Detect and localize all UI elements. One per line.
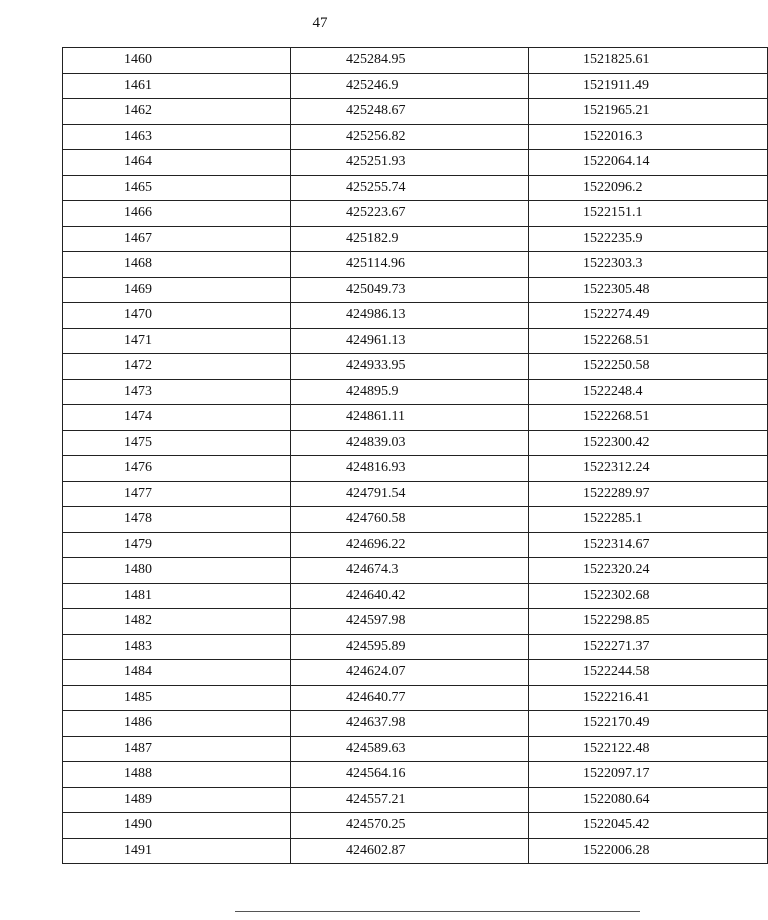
- point-number-cell: 1461: [63, 73, 291, 99]
- x-coordinate-cell: 424640.77: [291, 685, 529, 711]
- point-number-cell: 1467: [63, 226, 291, 252]
- x-coordinate-cell: 424589.63: [291, 736, 529, 762]
- table-row: [63, 838, 768, 864]
- point-number-cell: 1472: [63, 354, 291, 380]
- x-coordinate-cell: 425182.9: [291, 226, 529, 252]
- point-number-cell: 1476: [63, 456, 291, 482]
- table-row: [63, 379, 768, 405]
- y-coordinate-cell: 1521911.49: [529, 73, 768, 99]
- y-coordinate-cell: 1522151.1: [529, 201, 768, 227]
- y-coordinate-cell: 1522312.24: [529, 456, 768, 482]
- x-coordinate-cell: 425248.67: [291, 99, 529, 125]
- table-row: [63, 762, 768, 788]
- table-row: [63, 430, 768, 456]
- y-coordinate-cell: 1522064.14: [529, 150, 768, 176]
- table-row: [63, 711, 768, 737]
- x-coordinate-cell: 424696.22: [291, 532, 529, 558]
- point-number-cell: 1477: [63, 481, 291, 507]
- x-coordinate-cell: 425114.96: [291, 252, 529, 278]
- point-number-cell: 1465: [63, 175, 291, 201]
- table-row: [63, 73, 768, 99]
- point-number-cell: 1478: [63, 507, 291, 533]
- y-coordinate-cell: 1522045.42: [529, 813, 768, 839]
- x-coordinate-cell: 424986.13: [291, 303, 529, 329]
- y-coordinate-cell: 1522006.28: [529, 838, 768, 864]
- y-coordinate-cell: 1522302.68: [529, 583, 768, 609]
- table-row: [63, 481, 768, 507]
- x-coordinate-cell: 424570.25: [291, 813, 529, 839]
- x-coordinate-cell: 424637.98: [291, 711, 529, 737]
- table-row: [63, 609, 768, 635]
- point-number-cell: 1470: [63, 303, 291, 329]
- x-coordinate-cell: 425246.9: [291, 73, 529, 99]
- table-row: [63, 354, 768, 380]
- y-coordinate-cell: 1522285.1: [529, 507, 768, 533]
- x-coordinate-cell: 424624.07: [291, 660, 529, 686]
- y-coordinate-cell: 1521825.61: [529, 48, 768, 74]
- y-coordinate-cell: 1522096.2: [529, 175, 768, 201]
- y-coordinate-cell: 1522235.9: [529, 226, 768, 252]
- y-coordinate-cell: 1522122.48: [529, 736, 768, 762]
- x-coordinate-cell: 425256.82: [291, 124, 529, 150]
- table-row: [63, 303, 768, 329]
- x-coordinate-cell: 425223.67: [291, 201, 529, 227]
- x-coordinate-cell: 424674.3: [291, 558, 529, 584]
- point-number-cell: 1486: [63, 711, 291, 737]
- x-coordinate-cell: 425284.95: [291, 48, 529, 74]
- point-number-cell: 1460: [63, 48, 291, 74]
- table-row: [63, 150, 768, 176]
- point-number-cell: 1484: [63, 660, 291, 686]
- table-row: [63, 660, 768, 686]
- point-number-cell: 1473: [63, 379, 291, 405]
- point-number-cell: 1479: [63, 532, 291, 558]
- point-number-cell: 1482: [63, 609, 291, 635]
- page-number: 47: [312, 15, 328, 31]
- y-coordinate-cell: 1522298.85: [529, 609, 768, 635]
- table-row: [63, 558, 768, 584]
- table-row: [63, 405, 768, 431]
- x-coordinate-cell: 424816.93: [291, 456, 529, 482]
- point-number-cell: 1462: [63, 99, 291, 125]
- y-coordinate-cell: 1522080.64: [529, 787, 768, 813]
- table-row: [63, 583, 768, 609]
- x-coordinate-cell: 425255.74: [291, 175, 529, 201]
- y-coordinate-cell: 1522303.3: [529, 252, 768, 278]
- y-coordinate-cell: 1522170.49: [529, 711, 768, 737]
- x-coordinate-cell: 424595.89: [291, 634, 529, 660]
- y-coordinate-cell: 1522248.4: [529, 379, 768, 405]
- coordinates-table: [62, 47, 768, 864]
- y-coordinate-cell: 1522250.58: [529, 354, 768, 380]
- y-coordinate-cell: 1522268.51: [529, 405, 768, 431]
- x-coordinate-cell: 424839.03: [291, 430, 529, 456]
- point-number-cell: 1475: [63, 430, 291, 456]
- y-coordinate-cell: 1522314.67: [529, 532, 768, 558]
- x-coordinate-cell: 424602.87: [291, 838, 529, 864]
- y-coordinate-cell: 1522274.49: [529, 303, 768, 329]
- y-coordinate-cell: 1522016.3: [529, 124, 768, 150]
- point-number-cell: 1466: [63, 201, 291, 227]
- table-row: [63, 813, 768, 839]
- point-number-cell: 1468: [63, 252, 291, 278]
- x-coordinate-cell: 424557.21: [291, 787, 529, 813]
- point-number-cell: 1474: [63, 405, 291, 431]
- x-coordinate-cell: 424895.9: [291, 379, 529, 405]
- y-coordinate-cell: 1522305.48: [529, 277, 768, 303]
- x-coordinate-cell: 425049.73: [291, 277, 529, 303]
- y-coordinate-cell: 1522097.17: [529, 762, 768, 788]
- point-number-cell: 1483: [63, 634, 291, 660]
- y-coordinate-cell: 1522300.42: [529, 430, 768, 456]
- table-row: [63, 226, 768, 252]
- x-coordinate-cell: 424961.13: [291, 328, 529, 354]
- coordinates-table-body: [63, 48, 768, 864]
- table-row: [63, 685, 768, 711]
- point-number-cell: 1491: [63, 838, 291, 864]
- x-coordinate-cell: 424933.95: [291, 354, 529, 380]
- point-number-cell: 1485: [63, 685, 291, 711]
- point-number-cell: 1469: [63, 277, 291, 303]
- table-row: [63, 456, 768, 482]
- table-row: [63, 99, 768, 125]
- table-row: [63, 252, 768, 278]
- table-row: [63, 328, 768, 354]
- y-coordinate-cell: 1522244.58: [529, 660, 768, 686]
- point-number-cell: 1487: [63, 736, 291, 762]
- point-number-cell: 1490: [63, 813, 291, 839]
- table-row: [63, 175, 768, 201]
- y-coordinate-cell: 1522271.37: [529, 634, 768, 660]
- x-coordinate-cell: 424760.58: [291, 507, 529, 533]
- y-coordinate-cell: 1522289.97: [529, 481, 768, 507]
- table-row: [63, 48, 768, 74]
- table-row: [63, 277, 768, 303]
- y-coordinate-cell: 1522216.41: [529, 685, 768, 711]
- point-number-cell: 1481: [63, 583, 291, 609]
- table-row: [63, 736, 768, 762]
- x-coordinate-cell: 424640.42: [291, 583, 529, 609]
- table-row: [63, 201, 768, 227]
- point-number-cell: 1480: [63, 558, 291, 584]
- point-number-cell: 1488: [63, 762, 291, 788]
- table-row: [63, 124, 768, 150]
- table-row: [63, 634, 768, 660]
- point-number-cell: 1464: [63, 150, 291, 176]
- x-coordinate-cell: 424791.54: [291, 481, 529, 507]
- y-coordinate-cell: 1522320.24: [529, 558, 768, 584]
- y-coordinate-cell: 1522268.51: [529, 328, 768, 354]
- point-number-cell: 1471: [63, 328, 291, 354]
- point-number-cell: 1463: [63, 124, 291, 150]
- table-row: [63, 507, 768, 533]
- bottom-divider: [235, 911, 640, 912]
- y-coordinate-cell: 1521965.21: [529, 99, 768, 125]
- table-row: [63, 787, 768, 813]
- point-number-cell: 1489: [63, 787, 291, 813]
- x-coordinate-cell: 424597.98: [291, 609, 529, 635]
- x-coordinate-cell: 425251.93: [291, 150, 529, 176]
- table-row: [63, 532, 768, 558]
- x-coordinate-cell: 424564.16: [291, 762, 529, 788]
- x-coordinate-cell: 424861.11: [291, 405, 529, 431]
